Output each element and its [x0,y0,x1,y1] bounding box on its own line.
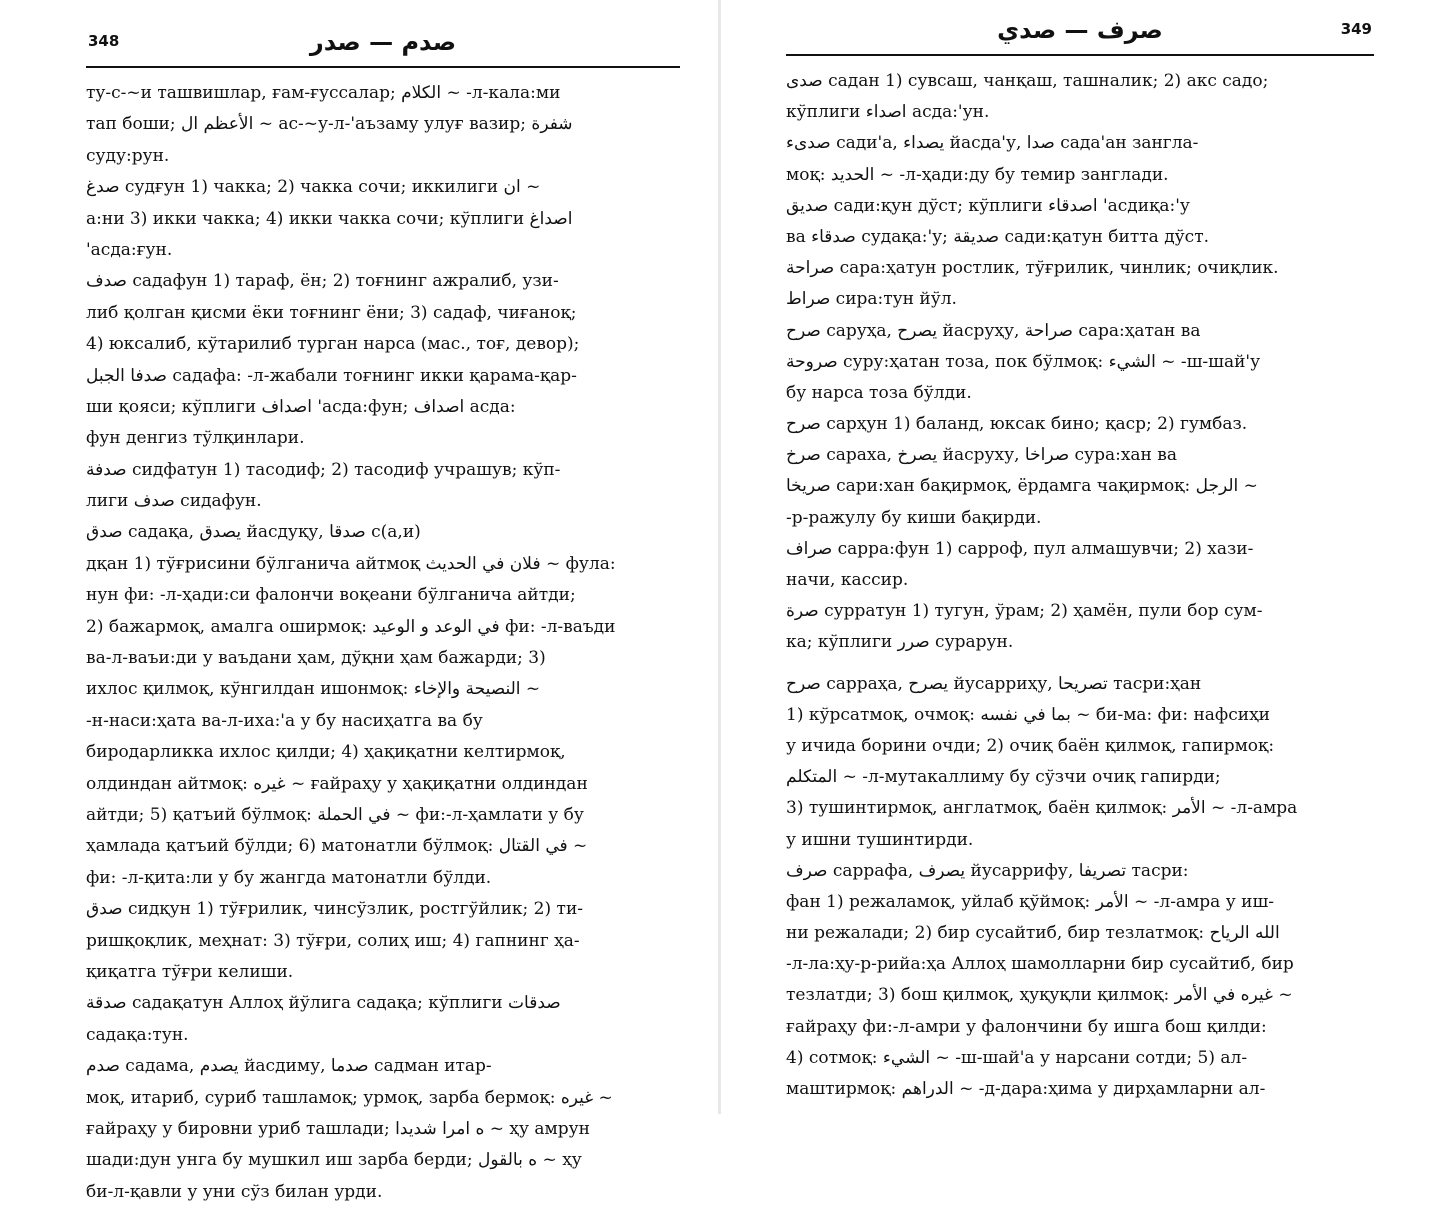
text-line: 4) юксалиб, кўтарилиб турган нарса (мас., тоғ, девор); [86,334,580,355]
text-line: صدق садақа, يصدق йасдуқу, صدقا с(а,и) [86,522,421,543]
text-line: лиги صدف сидафун. [86,491,262,512]
text-line: дқан 1) тўғрисини бўлганича айтмоқ فلان في الحديث ~ фула: [86,553,616,574]
text-line: а:ни 3) икки чакка; 4) икки чакка сочи; кўплиги اصداغ [86,208,573,229]
text-line: маштирмоқ: الدراهم ~ -д-дара:ҳима у дирҳамларни ал- [786,1079,1266,1099]
text-line: ши қояси; кўплиги اصداف 'асда:фун; اصداف асда: [86,396,516,417]
text-line: ту-с-~и ташвишлар, ғам-ғуссалар; الكلام ~ -л-кала:ми [86,83,561,103]
text-line: олдиндан айтмоқ: غيره ~ ғайраҳу у ҳақиқатни олдиндан [86,773,588,794]
text-line: 'асда:ғун. [86,239,173,260]
text-line: صرح сарҳун 1) баланд, юксак бино; қаср; 2) гумбаз. [786,414,1248,435]
text-line: 3) тушинтирмоқ, англатмоқ, баён қилмоқ: الأمر ~ -л-амра [786,798,1298,819]
text-line: صراحة сара:ҳатун ростлик, тўғрилик, чинлик; очиқлик. [786,258,1279,279]
text-line: 2) бажармоқ, амалга оширмоқ: في الوعد و الوعيد фи: -л-ваъди [86,616,616,637]
text-line: либ қолган қисми ёки тоғнинг ёни; 3) садаф, чиғаноқ; [86,302,577,323]
text-line: صدى садан 1) сувсаш, чанқаш, ташналик; 2) акс садо; [786,71,1269,91]
text-line: қиқатга тўғри келиши. [86,961,294,982]
text-line: صديق сади:қун дўст; кўплиги اصدقاء 'асдиқа:'у [786,195,1190,216]
text-line: фи: -л-қита:ли у бу жангда матонатли бўлди. [86,867,492,888]
text-line: садақа:тун. [86,1024,189,1045]
text-line: المتكلم ~ -л-мутакаллиму бу сўзчи очиқ гапирди; [786,767,1221,788]
text-line: у ичида борини очди; 2) очиқ баён қилмоқ, гапирмоқ: [786,735,1275,756]
text-line: صرح сарраҳа, يصرح йусарриҳу, تصريحا тасри:ҳан [786,673,1202,694]
text-line: шади:дун унга бу мушкил иш зарба берди; ه بالقول ~ ҳу [86,1150,582,1171]
text-line: صدم садама, يصدم йасдиму, صدما садман итар- [86,1056,492,1077]
text-line: 1) кўрсатмоқ, очмоқ: بما في نفسه ~ би-ма: фи: нафсиҳи [786,704,1270,725]
text-line: صدفا الجبل садафа: -л-жабали тоғнинг икки қарама-қар- [86,365,577,386]
text-line: صريخا сари:хан бақирмоқ, ёрдамга чақирмоқ: الرجل ~ [786,476,1258,497]
text-line: صراط сира:тун йўл. [786,289,957,310]
left-page [0,0,720,1202]
text-line: кўплиги اصداء асда:'ун. [786,102,990,123]
text-line: у ишни тушинтирди. [786,829,974,850]
text-line: ғайраҳу фи:-л-амри у фалончини бу ишга бош қилди: [786,1016,1267,1037]
text-line: ғайраҳу у бировни уриб ташлади; ه امرا شديدا ~ ҳу амрун [86,1118,590,1139]
text-line: суду:рун. [86,145,170,166]
text-line: -н-наси:ҳата ва-л-иха:'а у бу насиҳатга ва бу [86,710,483,731]
text-line: ва صدقاء судақа:'у; صديقة сади:қатун битта дўст. [786,226,1210,247]
text-line: фун денгиз тўлқинлари. [86,428,305,449]
text-line: моқ, итариб, суриб ташламоқ; урмоқ, зарба бермоқ: غيره ~ [86,1087,613,1108]
text-line: صدغ судғун 1) чакка; 2) чакка сочи; иккилиги ان ~ [86,177,541,198]
text-line: 4) сотмоқ: الشيء ~ -ш-шай'а у нарсани сотди; 5) ал- [786,1047,1248,1068]
text-line: айтди; 5) қатъий бўлмоқ: في الحملة ~ фи:-л-ҳамлати у бу [86,804,584,825]
left-running-head: صدم — صدر [309,28,457,56]
text-line: صدىء сади'а, يصداء йасда'у, صدا сада'ан занглa- [786,133,1199,154]
text-line: -р-ражулу бу киши бақирди. [786,507,1042,528]
right-page-text [786,56,1374,1105]
text-line: моқ: الحديد ~ -л-ҳади:ду бу темир занглади. [786,164,1169,185]
text-line: صدقة садақатун Аллоҳ йўлига садақа; кўплиги صدقات [86,993,561,1014]
text-line: صروحة суру:ҳатан тоза, пок бўлмоқ: الشيء ~ -ш-шай'у [786,351,1261,372]
text-line: صرح саруҳа, يصرح йасруҳу, صراحة сара:ҳатан ва [786,320,1201,341]
text-line: صرة сурратун 1) тугун, ўрам; 2) ҳамён, пули бор сум- [786,601,1263,622]
text-line: ришқоқлик, меҳнат: 3) тўғри, солиҳ иш; 4) гапнинг ҳа- [86,930,580,951]
text-line: صدق сидқун 1) тўғрилик, чинсўзлик, ростгўйлик; 2) ти- [86,899,584,920]
right-page-number: 349 [1340,20,1372,38]
text-line: ни режалади; 2) бир сусайтиб, бир тезлатмоқ: الله الرياح [786,923,1280,944]
text-line: начи, кассир. [786,570,909,590]
text-line: би-л-қавли у уни сўз билан урди. [86,1181,383,1202]
text-line: -л-ла:ҳу-р-рийа:ҳа Аллоҳ шамолларни бир сусайтиб, бир [786,954,1294,975]
left-page-text [86,68,680,1208]
right-page [720,0,1440,1114]
text-line: ҳамлада қатъий бўлди; 6) матонатли бўлмоқ: في القتال ~ [86,836,588,857]
text-line: صدف садафун 1) тараф, ён; 2) тоғнинг ажралиб, узи- [86,271,559,292]
text-line: صراف сарра:фун 1) сарроф, пул алмашувчи; 2) хази- [786,538,1254,559]
text-line: нун фи: -л-ҳади:си фалончи воқеани бўлганича айтди; [86,585,576,606]
text-line: ихлос қилмоқ, кўнгилдан ишонмоқ: النصيحة والإخاء ~ [86,679,541,700]
text-line: صرخ сараха, يصرخ йасруху, صراخا сура:хан ва [786,445,1177,466]
text-line: тап боши; الأعظم ال ~ ас-~у-л-'аъзаму улуғ вазир; شفرة [86,114,573,135]
text-line: тезлатди; 3) бош қилмоқ, ҳуқуқли қилмоқ: غيره في الأمر ~ [786,985,1293,1006]
right-running-head: صرف — صدي [997,16,1163,44]
left-page-number: 348 [88,32,120,50]
text-line: ва-л-ваъи:ди у ваъдани ҳам, дўқни ҳам бажарди; 3) [86,648,546,669]
text-line: صدفة сидфатун 1) тасодиф; 2) тасодиф учрашув; кўп- [86,459,561,480]
right-page-header [786,14,1374,56]
text-line: биродарликка ихлос қилди; 4) ҳақиқатни келтирмоқ, [86,742,566,763]
text-line: бу нарса тоза бўлди. [786,382,972,403]
text-line: صرف саррафа, يصرف йусаррифу, تصريفا тасри: [786,860,1189,881]
left-page-header [86,26,680,68]
text-line: ка; кўплиги صرر сурарун. [786,632,1014,653]
text-line: фан 1) режаламоқ, уйлаб қўймоқ: الأمر ~ -л-амра у иш- [786,891,1274,912]
